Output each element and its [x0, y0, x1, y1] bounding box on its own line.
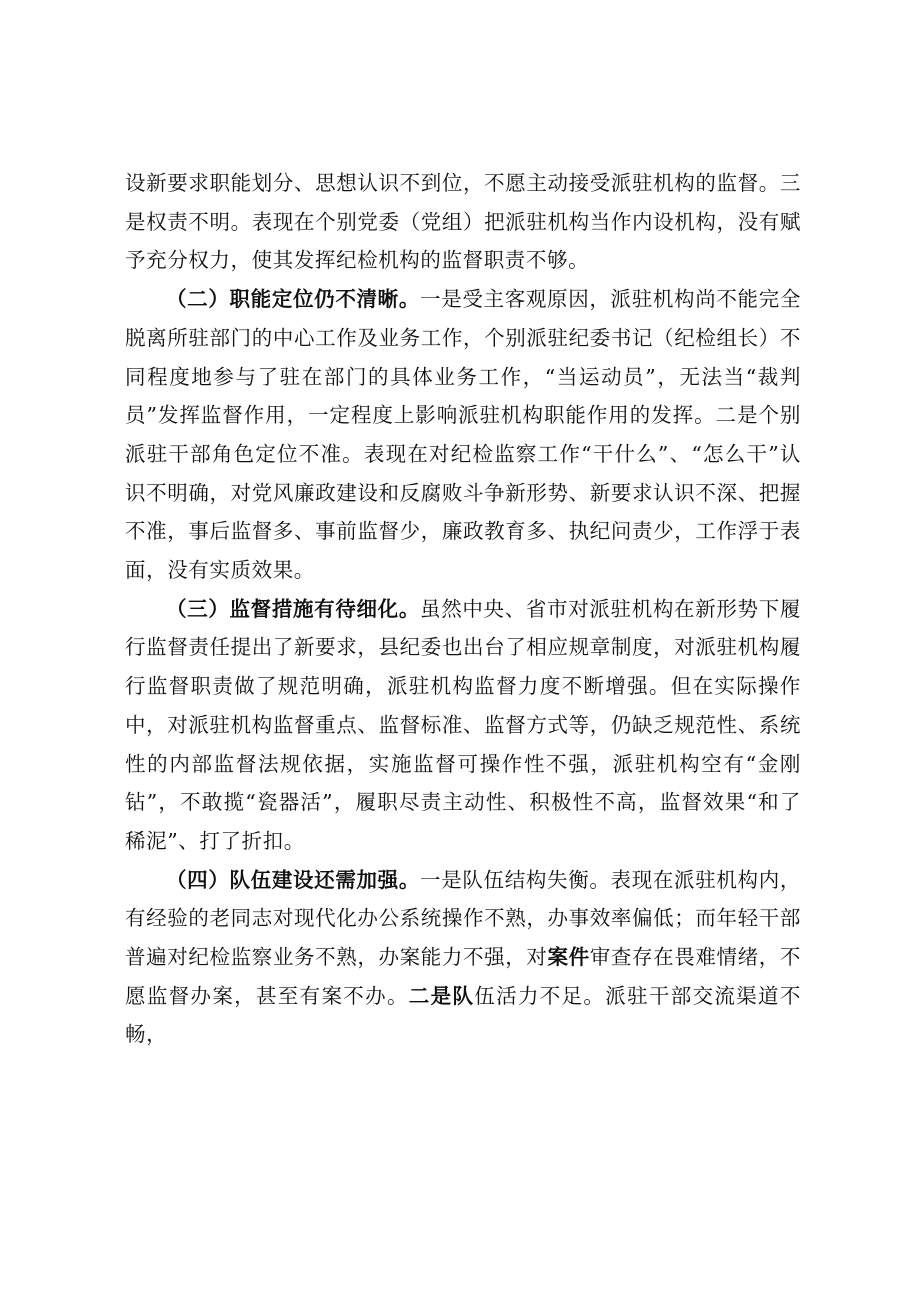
bold-phrase: 二是队	[408, 983, 475, 1008]
section-heading: （二）职能定位仍不清晰。	[166, 287, 421, 312]
paragraph-text: 审查存在畏难情绪，不愿监督办案，甚至有案不办。	[125, 945, 802, 1008]
bold-term: 案件	[547, 945, 590, 970]
paragraph-text: 一是受主客观原因，派驻机构尚不能完全脱离所驻部门的中心工作及业务工作，个别派驻纪委书记（纪检组长）不同程度地参与了驻在部门的具体业务工作，“当运动员”，无法当“裁判员”发挥监督作用，一定程度上影响派驻机构职能作用的发挥。二是个别派驻干部角色定位不准。表现在对纪检监察工作“干什么”、“怎么干”认识不明确，对党风廉政建设和反腐败斗争新形势、新要求认识不深、把握不准，事后监督多、事前监督少，廉政教育多、执纪问责少，工作浮于表面，没有实质效果。	[125, 287, 801, 583]
paragraph-continuation	[125, 164, 801, 280]
paragraph-text: 伍活力不足。派驻干部交流渠道不畅，	[125, 983, 801, 1047]
paragraph-section-4	[125, 861, 801, 1055]
paragraph-section-2	[125, 280, 801, 590]
section-heading: （三）监督措施有待细化。	[166, 596, 421, 621]
section-heading: （四）队伍建设还需加强。	[166, 867, 421, 892]
paragraph-text: 一是队伍结构失衡。表现在派驻机构内，有经验的老同志对现代化办公系统操作不熟，办事效率偏低；而年轻干部普遍对纪检监察业务不熟，办案能力不强，对	[125, 867, 801, 970]
paragraph-text: 设新要求职能划分、思想认识不到位，不愿主动接受派驻机构的监督。三是权责不明。表现在个别党委（党组）把派驻机构当作内设机构，没有赋予充分权力，使其发挥纪检机构的监督职责不够。	[125, 171, 801, 273]
document-body	[125, 164, 801, 1054]
paragraph-section-3	[125, 590, 801, 861]
paragraph-text: 虽然中央、省市对派驻机构在新形势下履行监督责任提出了新要求，县纪委也出台了相应规章制度，对派驻机构履行监督职责做了规范明确，派驻机构监督力度不断增强。但在实际操作中，对派驻机构监督重点、监督标准、监督方式等，仍缺乏规范性、系统性的内部监督法规依据，实施监督可操作性不强，派驻机构空有“金刚钻”，不敢揽“瓷器活”，履职尽责主动性、积极性不高，监督效果“和了稀泥”、打了折扣。	[125, 596, 801, 853]
